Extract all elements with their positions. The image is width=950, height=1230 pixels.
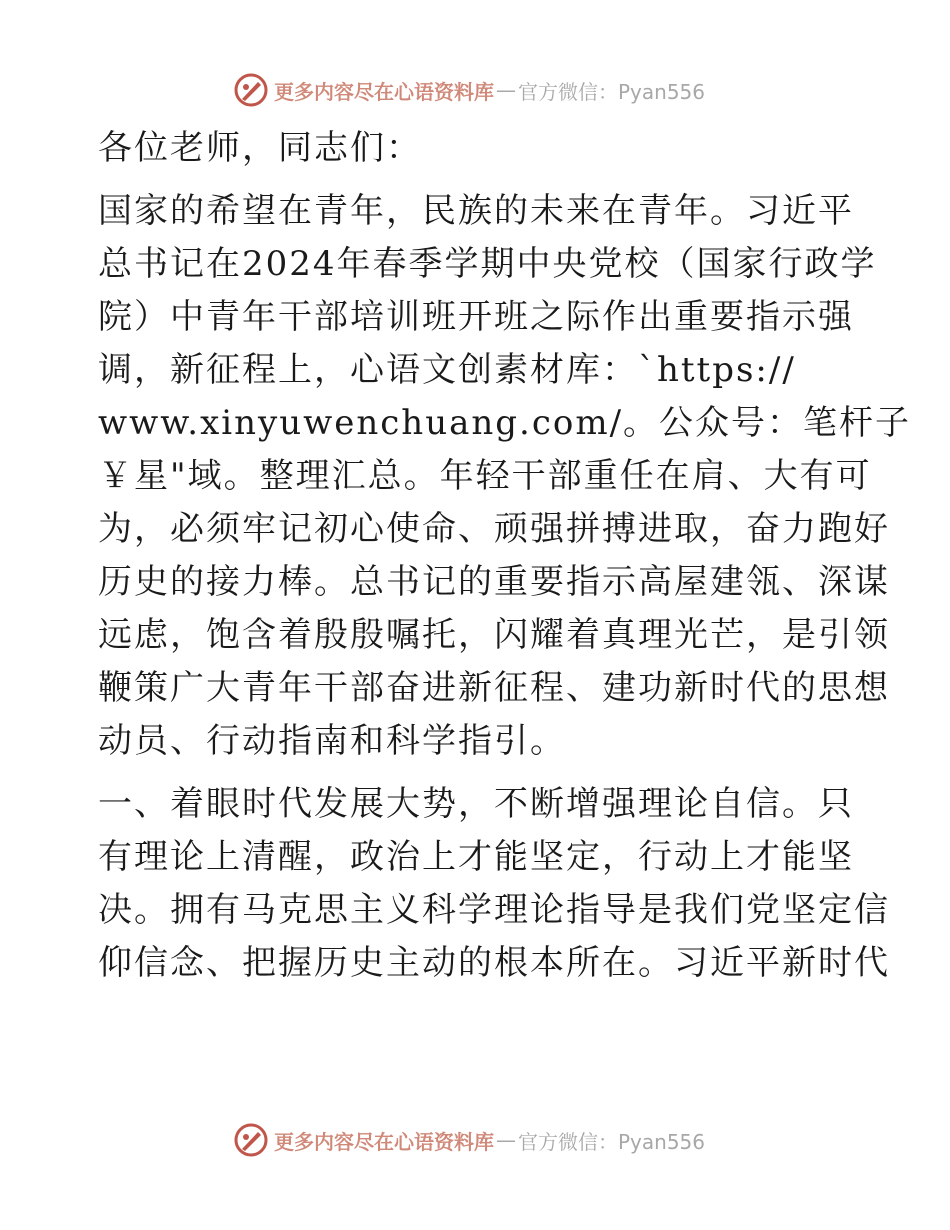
text-line: 院）中青年干部培训班开班之际作出重要指示强 bbox=[98, 297, 854, 337]
paragraph-section-one bbox=[98, 778, 890, 990]
text-line: 决。拥有马克思主义科学理论指导是我们党坚定信 bbox=[98, 890, 890, 930]
text-line: 调，新征程上，心语文创素材库：`https:// bbox=[98, 350, 796, 390]
watermark-contact: 官方微信：Pyan556 bbox=[518, 79, 706, 104]
pen-logo-icon bbox=[234, 1123, 268, 1157]
pen-logo-icon bbox=[234, 73, 268, 107]
text-line: 远虑，饱含着殷殷嘱托，闪耀着真理光芒，是引领 bbox=[98, 615, 890, 655]
text-line: 鞭策广大青年干部奋进新征程、建功新时代的思想 bbox=[98, 668, 890, 708]
paragraph-intro bbox=[98, 185, 912, 768]
text-line: 仰信念、把握历史主动的根本所在。习近平新时代 bbox=[98, 943, 890, 983]
text-line: 国家的希望在青年，民族的未来在青年。习近平 bbox=[98, 191, 854, 231]
text-line: ￥星"域。整理汇总。年轻干部重任在肩、大有可 bbox=[98, 456, 872, 496]
watermark-separator: — bbox=[496, 1128, 516, 1152]
document-body bbox=[98, 122, 912, 990]
footer-watermark bbox=[234, 1122, 705, 1158]
text-line: 有理论上清醒，政治上才能坚定，行动上才能坚 bbox=[98, 837, 854, 877]
salutation: 各位老师，同志们： bbox=[98, 128, 422, 168]
watermark-contact: 官方微信：Pyan556 bbox=[518, 1129, 706, 1154]
text-line: 动员、行动指南和科学指引。 bbox=[98, 721, 566, 761]
watermark-text: 更多内容尽在心语资料库 bbox=[274, 79, 494, 104]
watermark-separator: — bbox=[496, 78, 516, 102]
text-line: 一、着眼时代发展大势，不断增强理论自信。只 bbox=[98, 784, 854, 824]
watermark-text: 更多内容尽在心语资料库 bbox=[274, 1129, 494, 1154]
text-line: 总书记在2024年春季学期中央党校（国家行政学 bbox=[98, 244, 877, 284]
text-line: 历史的接力棒。总书记的重要指示高屋建瓴、深谋 bbox=[98, 562, 890, 602]
header-watermark bbox=[234, 72, 705, 108]
text-line: 为，必须牢记初心使命、顽强拼搏进取，奋力跑好 bbox=[98, 509, 890, 549]
text-line: www.xinyuwenchuang.com/。公众号：笔杆子 bbox=[98, 403, 912, 443]
